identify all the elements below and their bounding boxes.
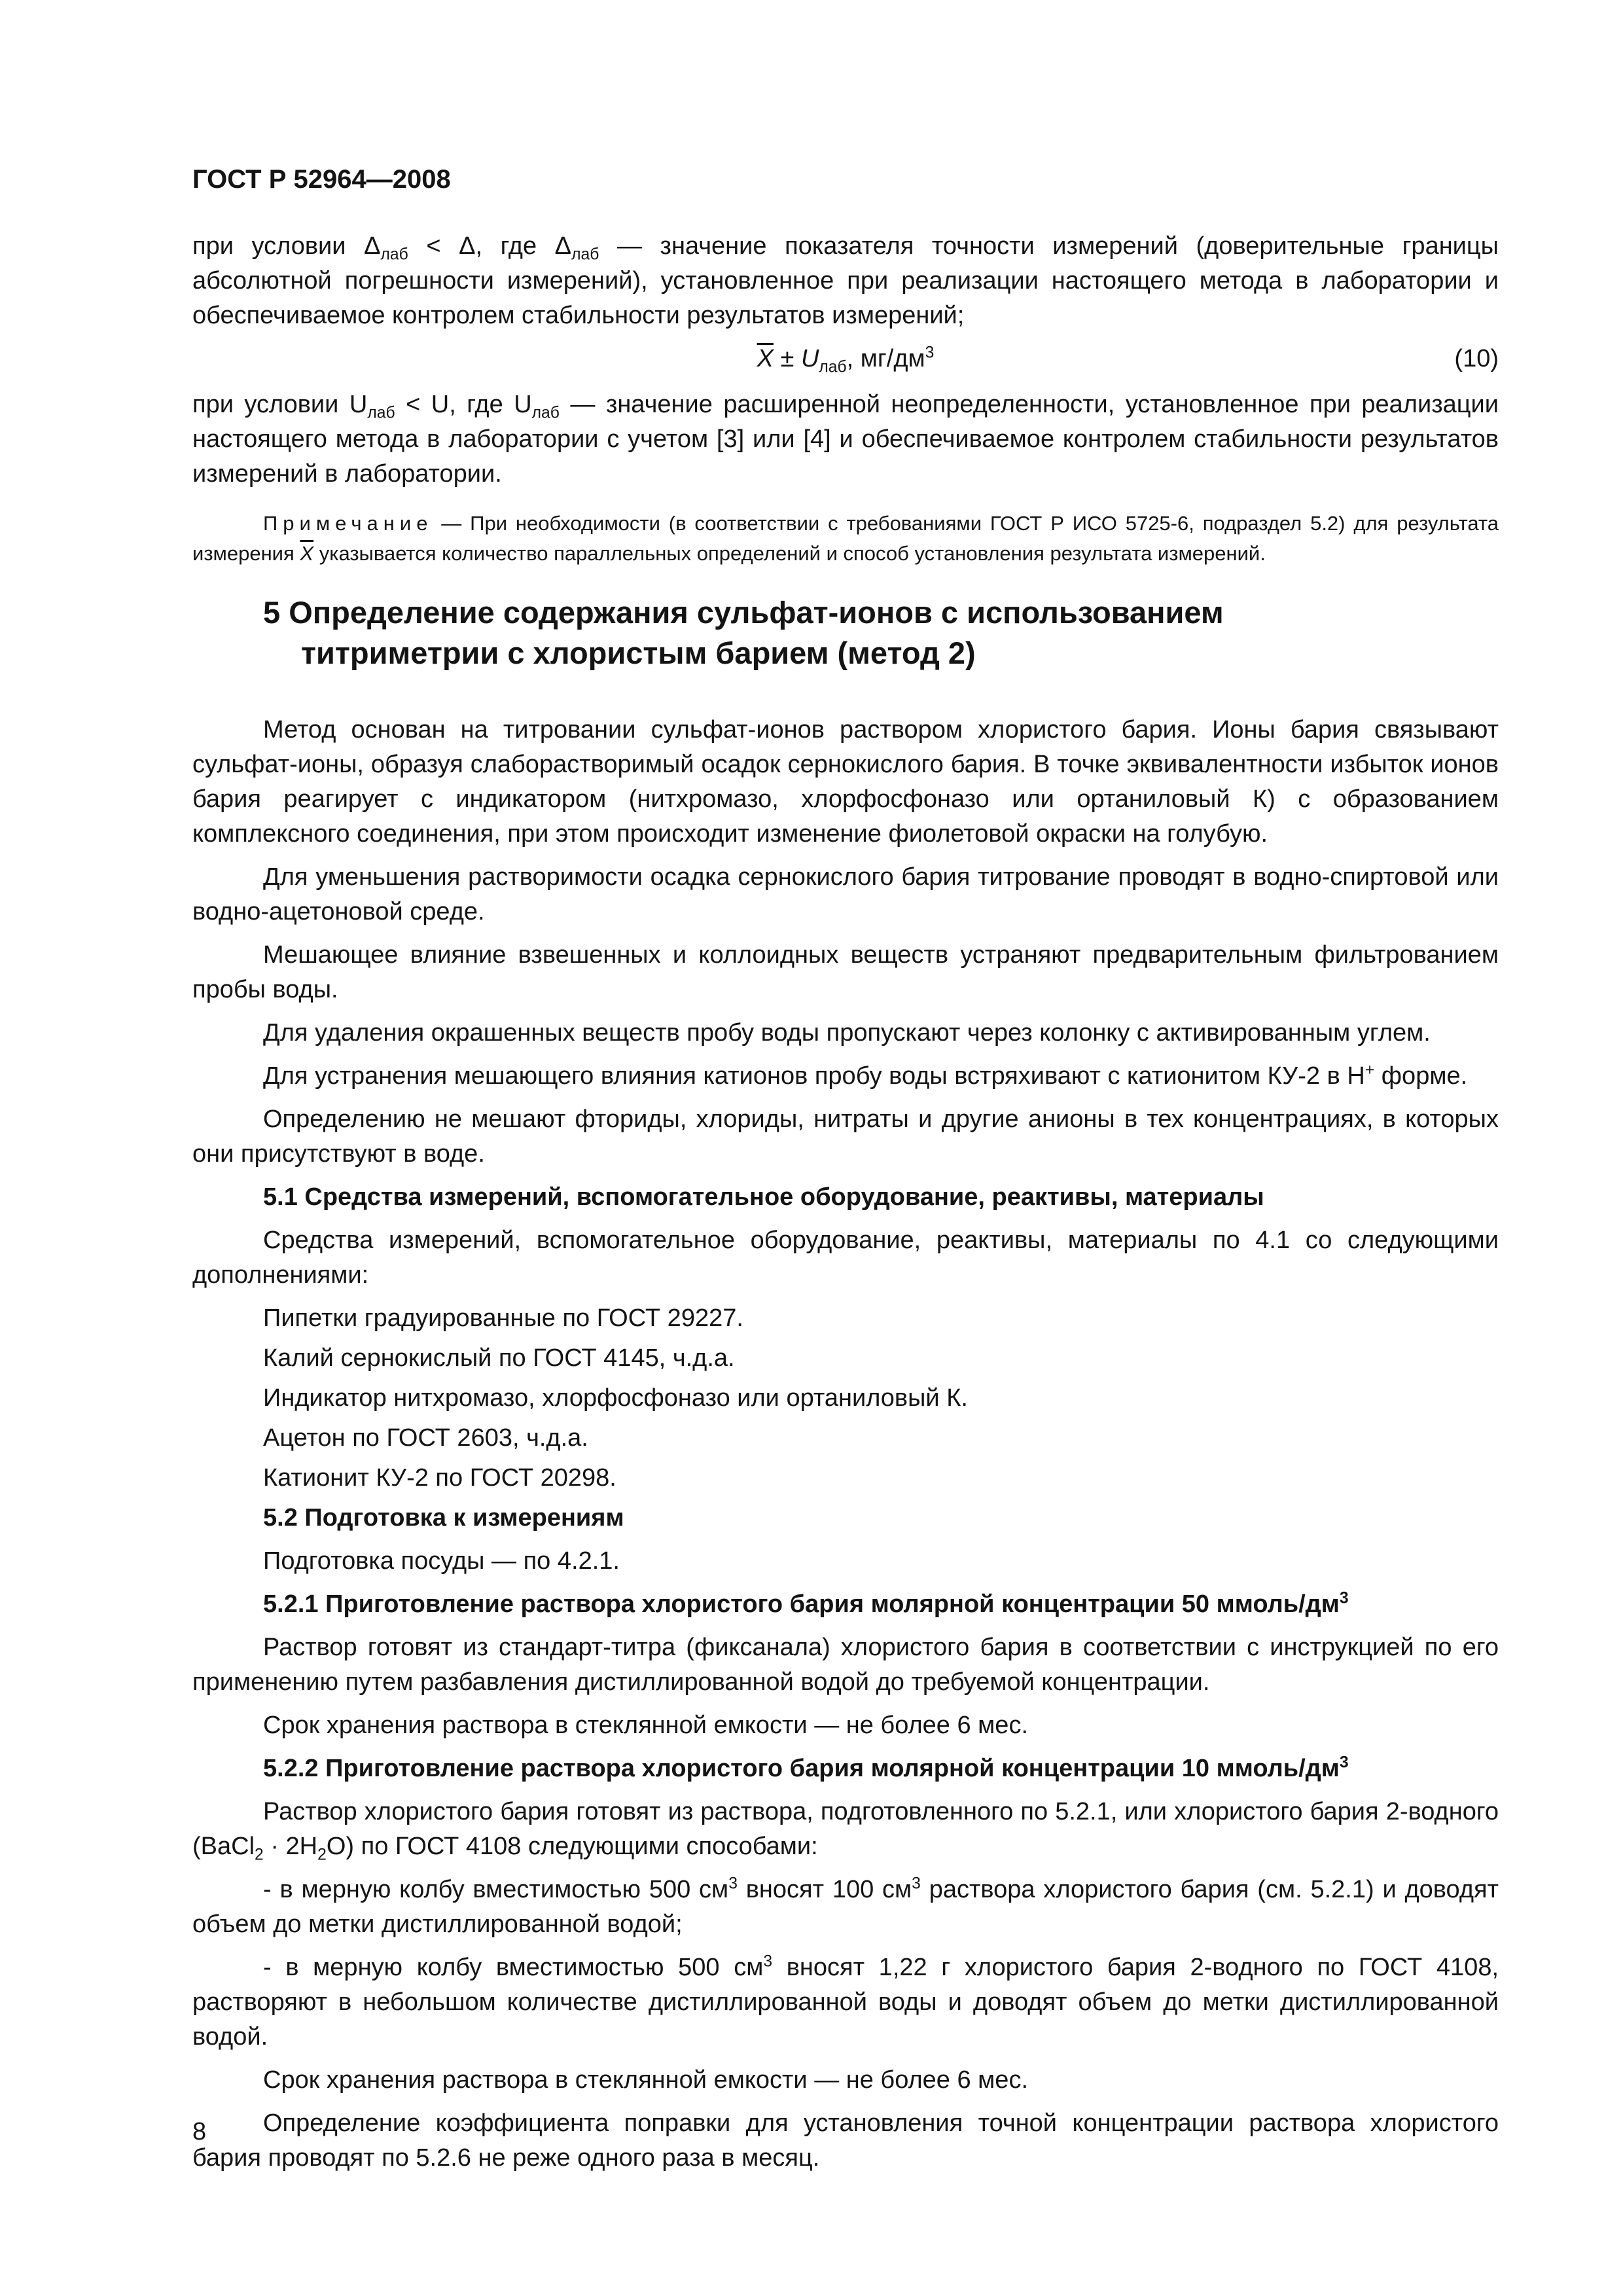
paragraph-suspended: Мешающее влияние взвешенных и коллоидных веществ устраняют предварительным фильтрованием пробы воды. [192,941,1499,1003]
paragraph-5-1: Средства измерений, вспомогательное оборудование, реактивы, материалы по 4.1 со следующими дополнениями: [192,1227,1499,1289]
page-number: 8 [192,2118,207,2145]
formula-number: (10) [1454,345,1499,372]
note-label: Примечание [263,512,433,535]
paragraph-5-2-1-prep: Раствор готовят из стандарт-титра (фиксанала) хлористого бария в соответствии с инструкцией по его применению путем разбавления дистиллированной водой до требуемой концентрации. [192,1634,1499,1696]
note: Примечание — При необходимости (в соответствии с требованиями ГОСТ Р ИСО 5725-6, подраздел 5.2) для результата измерения $\overline{X}$ указывается количество параллельных определений и способ установления результата измерений. [192,512,1499,565]
list-item: Катионит КУ-2 по ГОСТ 20298. [263,1464,616,1492]
paragraph-cations: Для устранения мешающего влияния катионов пробу воды встряхивают с катионитом КУ-2 в Н+ форме. [263,1061,1468,1090]
paragraph-5-2-2-correction: Определение коэффициента поправки для установления точной концентрации раствора хлористого бария проводят по 5.2.6 не реже одного раза в месяц. [192,2109,1499,2172]
subsection-5-2-1-title: 5.2.1 Приготовление раствора хлористого бария молярной концентрации 50 ммоль/$дм^3$ [263,1589,1349,1618]
paragraph-5-2-2-storage: Срок хранения раствора в стеклянной емкости — не более 6 мес. [263,2066,1029,2094]
list-item: Индикатор нитхромазо, хлорфосфоназо или ортаниловый К. [263,1384,968,1412]
paragraph-lab-uncertainty: при условии $U_{лаб} < U$, где $U_{лаб}$ — значение расширенной неопределенности, установленное при реализации настоящего метода в лаборатории с учетом [3] или [4] и обеспечиваемое контролем стабильности результатов измерений в лаборатории. [192,391,1499,488]
paragraph-anions: Определению не мешают фториды, хлориды, нитраты и другие анионы в тех концентрациях, в которых они присутствуют в воде. [192,1105,1499,1168]
subsection-5-1-title: 5.1 Средства измерений, вспомогательное оборудование, реактивы, материалы [263,1183,1264,1211]
paragraph-5-2-2-prep: Раствор хлористого бария готовят из раствора, подготовленного по 5.2.1, или хлористого бария 2-водного (BaCl$_2$ · $2H_2O$) по ГОСТ 4108 следующими способами: [192,1798,1499,1864]
formula-10 [192,342,1499,381]
list-item: Пипетки градуированные по ГОСТ 29227. [263,1304,743,1332]
formula-expression: $\overline{X} \pm U_{лаб}$, $мг/дм^3$ [757,344,935,376]
list-item: Ацетон по ГОСТ 2603, ч.д.а. [263,1424,588,1452]
subsection-5-2-2-title: 5.2.2 Приготовление раствора хлористого бария молярной концентрации 10 ммоль/$дм^3$ [263,1753,1349,1782]
method-item-weighing: - в мерную колбу вместимостью 500 $см^3$ вносят 1,22 г хлористого бария 2-водного по ГОСТ 4108, растворяют в небольшом количестве дистиллированной воды и доводят объем до метки дистиллированной водой. [192,1952,1499,2051]
subsection-5-2-title: 5.2 Подготовка к измерениям [263,1504,624,1532]
paragraph-5-2-1-storage: Срок хранения раствора в стеклянной емкости — не более 6 мес. [263,1712,1029,1739]
paragraph-method: Метод основан на титровании сульфат-ионов раствором хлористого бария. Ионы бария связывают сульфат-ионы, образуя слаборастворимый осадок сернокислого бария. В точке эквивалентности избыток ионов бария реагирует с индикатором (нитхромазо, хлорфосфоназо или ортаниловый К) с образованием комплексного соединения, при этом происходит изменение фиолетовой окраски на голубую. [192,716,1499,848]
paragraph-colored: Для удаления окрашенных веществ пробу воды пропускают через колонку с активированным углем. [263,1019,1431,1047]
paragraph-solubility: Для уменьшения растворимости осадка сернокислого бария титрование проводят в водно-спиртовой или водно-ацетоновой среде. [192,863,1499,925]
paragraph-5-2: Подготовка посуды — по 4.2.1. [263,1547,620,1575]
method-item-dilution: - в мерную колбу вместимостью 500 $см^3$ вносят 100 $см^3$ раствора хлористого бария (см. 5.2.1) и доводят объем до метки дистиллированной водой; [192,1874,1499,1938]
document-header: ГОСТ Р 52964—2008 [192,165,451,194]
list-item: Калий сернокислый по ГОСТ 4145, ч.д.а. [263,1344,735,1372]
section-5-title: 5 Определение содержания сульфат-ионов с использованием титриметрии с хлористым барием (метод 2) [263,595,1224,670]
paragraph-lab-accuracy: при условии $\Delta_{лаб} < \Delta$, где $\Delta_{лаб}$ — значение показателя точности измерений (доверительные границы абсолютной погрешности измерений), установленное при реализации настоящего метода в лаборатории и обеспечиваемое контролем стабильности результатов измерений; [192,232,1499,329]
document-body [192,229,1499,2184]
